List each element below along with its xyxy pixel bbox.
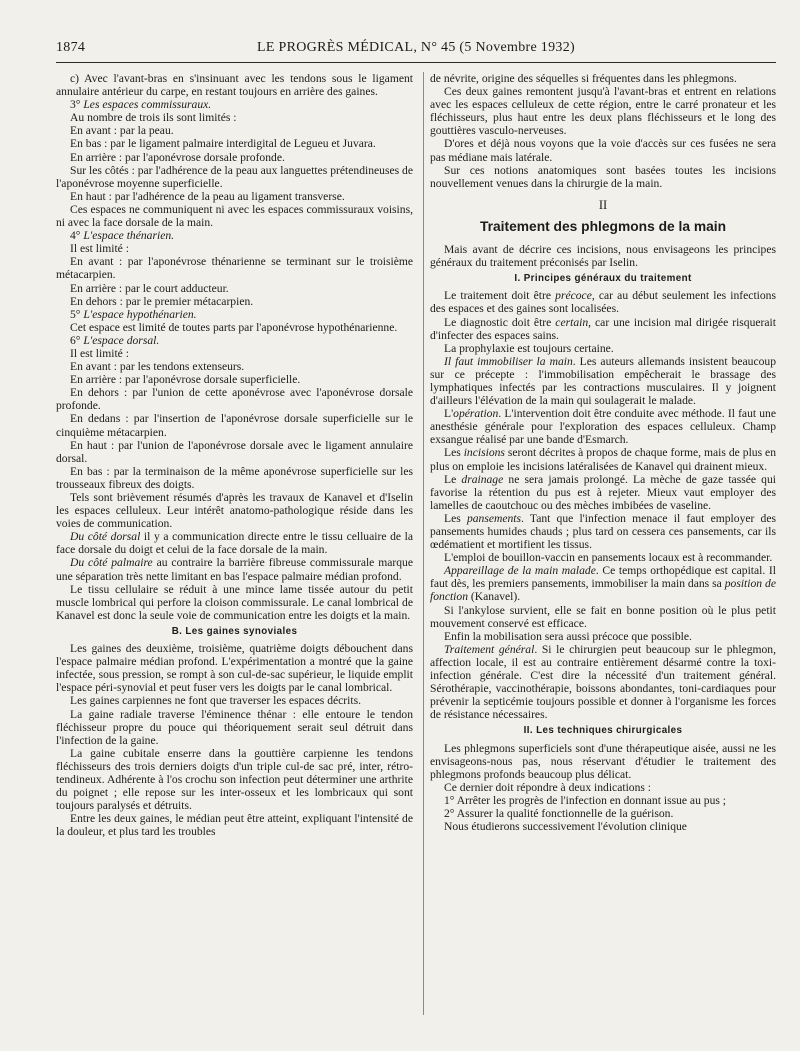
paragraph: En arrière : par le court adducteur. [70,281,229,295]
paragraph: Les gaines des deuxième, troisième, quatrième doigts débouchent dans l'espace palmaire médian profond. L'expérimentation a montré que la gaine infectée, sous pression, se rompt à son cul-de-sac supérieur, le liquide emplit l'espace péri-synovial et peut fuser vers les doigts par le canal lombrical. [56,642,413,695]
paragraph [430,407,776,446]
paragraph: En haut : par l'union de l'aponévrose dorsale avec le ligament annulaire dorsal. [56,438,413,465]
paragraph: Il est limité : [70,242,129,256]
paragraph-text: Le traitement doit être [444,289,556,303]
paragraph: Nous étudierons successivement l'évolution clinique [444,820,687,834]
emphasis-text: Appareillage de la main malade [444,564,596,578]
paragraph: Ce dernier doit répondre à deux indications : [444,780,652,794]
header-rule [56,62,776,63]
emphasis-text: opération [453,407,499,421]
paragraph-text: L' [444,407,454,421]
paragraph: Mais avant de décrire ces incisions, nous envisageons les principes généraux du traitement préconisés par Iselin. [430,243,776,270]
section-subheading: I. Principes généraux du traitement [514,273,692,285]
paragraph-text: Les [444,446,464,460]
paragraph-continuation: de névrite, origine des séquelles si fréquentes dans les phlegmons. [430,72,737,85]
paragraph-lead: Du côté dorsal [70,530,141,544]
paragraph: Le tissu cellulaire se réduit à une mince lame tissée autour du petit muscle lombrical qui perfore la cloison commissurale. Le canal lombrical de Kanavel est donc la seule voie de communication entre les doigts et la main. [56,582,413,622]
paragraph: D'ores et déjà nous voyons que la voie d'accès sur ces fusées ne sera pas médiane mais latérale. [430,137,776,164]
paragraph [430,289,776,315]
paragraph: 1° Arrêter les progrès de l'infection en donnant issue au pus ; [444,793,727,807]
subsection-number: 6° [70,333,84,347]
paragraph: En arrière : par l'aponévrose dorsale superficielle. [70,373,301,387]
emphasis-text: Traitement général [444,642,535,656]
paragraph: 2° Assurer la qualité fonctionnelle de la guérison. [444,806,674,820]
paragraph-text: Les [444,511,467,525]
section-heading: Traitement des phlegmons de la main [479,218,727,234]
emphasis-text: Il faut immobiliser la main [444,354,573,368]
paragraph: Entre les deux gaines, le médian peut être atteint, expliquant l'intensité de la douleur, et plus tard les troubles [56,812,413,839]
paragraph [430,564,776,603]
subsection-title [56,308,413,321]
paragraph: En bas : par le ligament palmaire interdigital de Legueu et Juvara. [70,137,376,151]
section-subheading: II. Les techniques chirurgicales [523,725,683,737]
subsection-name: L'espace hypothénarien. [83,307,197,321]
subsection-title [56,98,413,111]
left-column [56,72,413,838]
paragraph: La gaine radiale traverse l'éminence thénar : elle entoure le tendon fléchisseur propre du pouce qui théoriquement serait seul détruit dans l'infection de la gaine. [56,707,413,747]
subsection-number: 3° [70,98,84,112]
paragraph: Cet espace est limité de toutes parts par l'aponévrose hypothénarienne. [70,320,398,334]
paragraph-text: , car une incision mal dirigée risquerait d'infecter des espaces sains. [430,315,776,342]
paragraph-text: seront décrites à propos de chaque forme, mais de plus en plus on emploie les incisions latéralisées de Kanavel qui drainent mieux. [430,446,776,473]
subsection-name: L'espace thénarien. [83,229,175,243]
paragraph [430,355,776,407]
paragraph-text: , car au début seulement les infections des espaces et des gaines sont localisées. [430,289,776,316]
paragraph: c) Avec l'avant-bras en s'insinuant avec les tendons sous le ligament annulaire antérieur du carpe, en restant toujours en arrière des gaines. [56,72,413,99]
paragraph: En arrière : par l'aponévrose dorsale profonde. [70,150,285,164]
paragraph-text: (Kanavel). [468,590,521,604]
paragraph: Ces espaces ne communiquent ni avec les espaces commissuraux voisins, ni avec la face dorsale de la main. [56,202,413,230]
page-number: 1874 [56,40,86,55]
emphasis-text: incisions [463,446,505,460]
running-title: LE PROGRÈS MÉDICAL, N° 45 (5 Novembre 1932) [257,40,575,55]
paragraph-text: . Ce temps orthopédique est capital. Il faut dès, les premiers pansements, immobiliser la main dans sa [430,564,776,591]
paragraph-text: . Si le chirurgien peut beaucoup sur le phlegmon, affection locale, il est au contraire entièrement désarmé contre la toxi-infection générale. C'est dire la nécessité d'un traitement général. Sérothérapie, vaccinothérapie, boissons abondantes, toni-cardiaques pour prévenir la septicémie toujours possible et donner à l'organisme les forces de résistance nécessaires. [430,642,776,722]
subsection-number: 4° [70,229,84,243]
paragraph: Les gaines carpiennes ne font que traverser les espaces décrits. [70,694,362,708]
paragraph [430,446,776,472]
paragraph-text: Le diagnostic doit être [444,315,556,329]
subsection-title [56,229,413,242]
paragraph: L'emploi de bouillon-vaccin en pansements locaux est à recommander. [444,551,773,565]
paragraph [56,530,413,556]
paragraph-text: au contraire la barrière fibreuse commissurale marque une séparation très nette limitant en bas l'espace palmaire médian profond. [56,556,413,583]
paragraph: Enfin la mobilisation sera aussi précoce que possible. [444,629,692,643]
paragraph: Sur les côtés : par l'adhérence de la peau aux languettes prétendineuses de l'aponévrose moyenne superficielle. [56,163,413,190]
paragraph: Au nombre de trois ils sont limités : [70,111,237,125]
paragraph: En dedans : par l'insertion de l'aponévrose dorsale superficielle sur le cinquième métacarpien. [56,412,413,439]
paragraph: Ces deux gaines remontent jusqu'à l'avant-bras et entrent en relations avec les espaces celluleux de cette région, entre le carré pronateur et les fléchisseurs, plus haut entre les deux plans fléchisseurs et le long des gouttières vasculo-nerveuses. [430,85,776,138]
paragraph-lead: Du côté palmaire [70,556,153,570]
subsection-title [56,334,413,347]
paragraph: La prophylaxie est toujours certaine. [444,341,614,355]
emphasis-text: drainage [461,472,504,486]
section-subheading: B. Les gaines synoviales [171,625,298,637]
paragraph: Les phlegmons superficiels sont d'une thérapeutique aisée, aussi ne les envisageons-nous pas, nous réservant d'étudier le traitement des phlegmons profonds beaucoup plus délicat. [430,741,776,781]
paragraph-text: . Les auteurs allemands insistent beaucoup sur ce précepte : l'immobilisation empêcherait le brassage des lymphatiques infectés par les contractions musculaires. Il y joignent d'ailleurs l'élévation de la main qui soulagerait le malade. [430,354,777,408]
paragraph: Il est limité : [70,346,129,360]
paragraph: Si l'ankylose survient, elle se fait en bonne position où le plus petit mouvement conservé est efficace. [430,603,776,630]
paragraph [430,512,776,551]
subsection-name: Les espaces commissuraux. [83,98,212,112]
paragraph-text: . Tant que l'infection menace il faut employer des pansements humides chauds ; plus tard on cessera ces pansements, car ils œdématient et mortifient les tissus. [430,511,777,552]
paragraph: En bas : par la terminaison de la même aponévrose superficielle sur les trousseaux fibreux des doigts. [56,464,413,491]
paragraph [56,556,413,582]
emphasis-text: précoce [555,289,592,303]
emphasis-text: pansements [466,511,522,525]
right-column [430,72,776,833]
emphasis-text: certain [555,315,589,329]
paragraph: En avant : par la peau. [70,124,174,138]
paragraph [430,316,776,342]
section-number: II [598,197,608,212]
subsection-number: 5° [70,307,84,321]
paragraph [430,473,776,512]
running-header [56,40,776,58]
paragraph: En avant : par les tendons extenseurs. [70,360,245,374]
paragraph: En avant : par l'aponévrose thénarienne se terminant sur le troisième métacarpien. [56,255,413,282]
paragraph-text: ne sera jamais prolongé. La mèche de gaze tassée qui favorise la rétention du pus est à rejeter. Mieux vaut employer des lamelles de caoutchouc ou des mèches imbibées de vaseline. [430,472,776,512]
paragraph: La gaine cubitale enserre dans la gouttière carpienne les tendons fléchisseurs des trois derniers doigts d'un triple cul-de sac pré, inter, rétro-tendineux. Adhérente à l'os crochu son infection peut déterminer une arthrite du poignet ; elle repose sur les inter-osseux et les lombricaux qui sont toujours paralysés et détruits. [56,746,413,813]
paragraph-text: Le [444,472,462,486]
column-divider [423,72,424,1015]
paragraph: En dehors : par le premier métacarpien. [70,294,254,308]
paragraph [430,643,776,722]
paragraph: En haut : par l'adhérence de la peau au ligament transverse. [70,189,345,203]
emphasis-text: position de fonction [430,577,776,604]
paragraph: Sur ces notions anatomiques sont basées toutes les incisions nouvellement venues dans la chirurgie de la main. [430,163,776,190]
paragraph-text: il y a communication directe entre le tissu celluaire de la face dorsale du doigt et celui de la face dorsale de la main. [56,530,413,557]
subsection-name: L'espace dorsal. [83,333,160,347]
paragraph: Tels sont brièvement résumés d'après les travaux de Kanavel et d'Iselin les espaces celluleux. Leur intérêt anatomo-pathologique réside dans les voies de communication. [56,491,413,531]
paragraph: En dehors : par l'union de cette aponévrose avec l'aponévrose dorsale profonde. [56,386,413,413]
paragraph-text: . L'intervention doit être conduite avec méthode. Il faut une anesthésie générale pour l'exploration des espaces celluleux. Champ exsangue réalisé par une bande d'Esmarch. [430,407,776,447]
